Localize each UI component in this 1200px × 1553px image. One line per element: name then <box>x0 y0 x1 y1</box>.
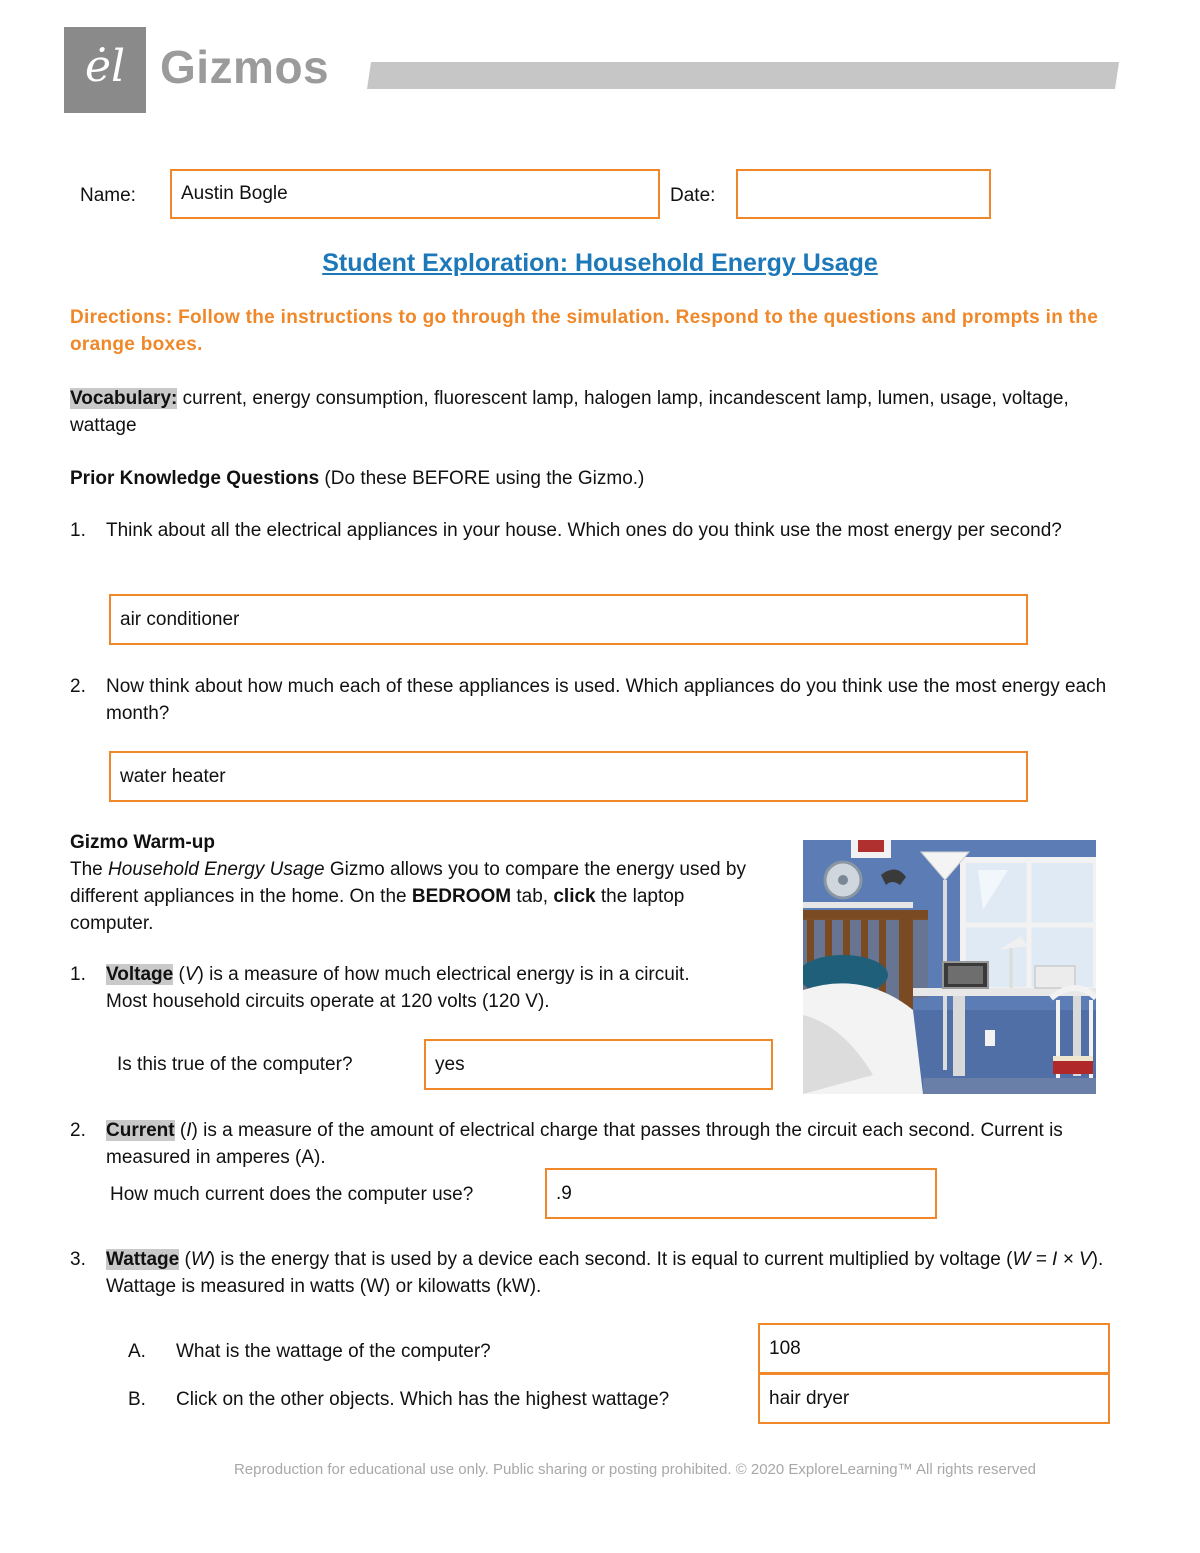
prior-q1-answer: air conditioner <box>120 608 240 630</box>
prior-q1-text: Think about all the electrical appliances in your house. Which ones do you think use the most energy per second? <box>106 520 1062 541</box>
warmup-q2-text: Current (I) is a measure of the amount of electrical charge that passes through the circuit each second. Current is measured in amperes (A). <box>106 1120 1063 1168</box>
warmup-heading: Gizmo Warm-up <box>70 832 215 853</box>
name-label: Name: <box>80 185 136 206</box>
warmup-q1-number: 1. <box>70 964 86 985</box>
bedroom-illustration <box>803 840 1096 1094</box>
warmup-intro: The Household Energy Usage Gizmo allows you to compare the energy used by different appliances in the home. On the BEDROOM tab, click the laptop computer. <box>70 859 746 934</box>
warmup-q3-number: 3. <box>70 1249 86 1270</box>
warmup-q1-prompt: Is this true of the computer? <box>117 1054 353 1075</box>
date-field[interactable] <box>736 169 991 219</box>
prior-q2-answer: water heater <box>120 765 226 787</box>
prior-q1-answer-box[interactable] <box>109 594 1028 645</box>
warmup-q1-answer-box[interactable] <box>424 1039 773 1090</box>
header-bar <box>367 62 1119 89</box>
warmup-q1-text: Voltage (V) is a measure of how much electrical energy is in a circuit. Most household circuits operate at 120 volts (120 V). <box>106 964 690 1012</box>
prior-knowledge-heading: Prior Knowledge Questions <box>70 468 320 489</box>
warmup-qa-answer-box[interactable] <box>758 1323 1110 1374</box>
name-field[interactable] <box>170 169 660 219</box>
directions: Directions: Follow the instructions to go through the simulation. Respond to the questions and prompts in the orange boxes. <box>70 307 1099 355</box>
warmup-q1-answer: yes <box>435 1053 465 1075</box>
date-label: Date: <box>670 185 716 206</box>
warmup-qb-answer-box[interactable] <box>758 1373 1110 1424</box>
prior-knowledge-heading-line <box>70 465 1130 492</box>
vocabulary-terms: current, energy consumption, fluorescent lamp, halogen lamp, incandescent lamp, lumen, usage, voltage, wattage <box>70 388 1069 436</box>
vocabulary-label: Vocabulary: <box>70 388 178 409</box>
prior-knowledge-note: (Do these BEFORE using the Gizmo.) <box>319 468 645 489</box>
prior-q2-answer-box[interactable] <box>109 751 1028 802</box>
warmup-qb-text: Click on the other objects. Which has the highest wattage? <box>176 1389 670 1410</box>
prior-q1-number: 1. <box>70 520 86 541</box>
warmup-qa-letter: A. <box>128 1341 146 1362</box>
warmup-q2-answer-box[interactable] <box>545 1168 937 1219</box>
warmup-q2-answer: .9 <box>556 1182 572 1204</box>
logo-glyph: ėl <box>84 41 126 92</box>
warmup-qa-text: What is the wattage of the computer? <box>176 1341 491 1362</box>
vocabulary <box>70 385 1130 439</box>
footer-notice: Reproduction for educational use only. Public sharing or posting prohibited. © 2020 ExploreLearning™ All rights reserved <box>233 1461 1037 1478</box>
warmup-q3-text: Wattage (W) is the energy that is used by a device each second. It is equal to current multiplied by voltage (W = I × V). Wattage is measured in watts (W) or kilowatts (kW). <box>106 1249 1104 1297</box>
warmup-qa-answer: 108 <box>769 1337 801 1359</box>
warmup-qb-answer: hair dryer <box>769 1387 850 1409</box>
page-title: Student Exploration: Household Energy Usage <box>322 249 878 277</box>
prior-q2-number: 2. <box>70 676 86 697</box>
gizmos-logo-word: Gizmos <box>160 41 330 93</box>
warmup-qb-letter: B. <box>128 1389 146 1410</box>
prior-q2-text: Now think about how much each of these appliances is used. Which appliances do you think use the most energy each month? <box>106 676 1107 724</box>
name-value: Austin Bogle <box>181 183 288 204</box>
gizmos-logo-mark <box>64 27 146 113</box>
warmup-q2-number: 2. <box>70 1120 86 1141</box>
warmup-q2-prompt: How much current does the computer use? <box>110 1184 474 1205</box>
